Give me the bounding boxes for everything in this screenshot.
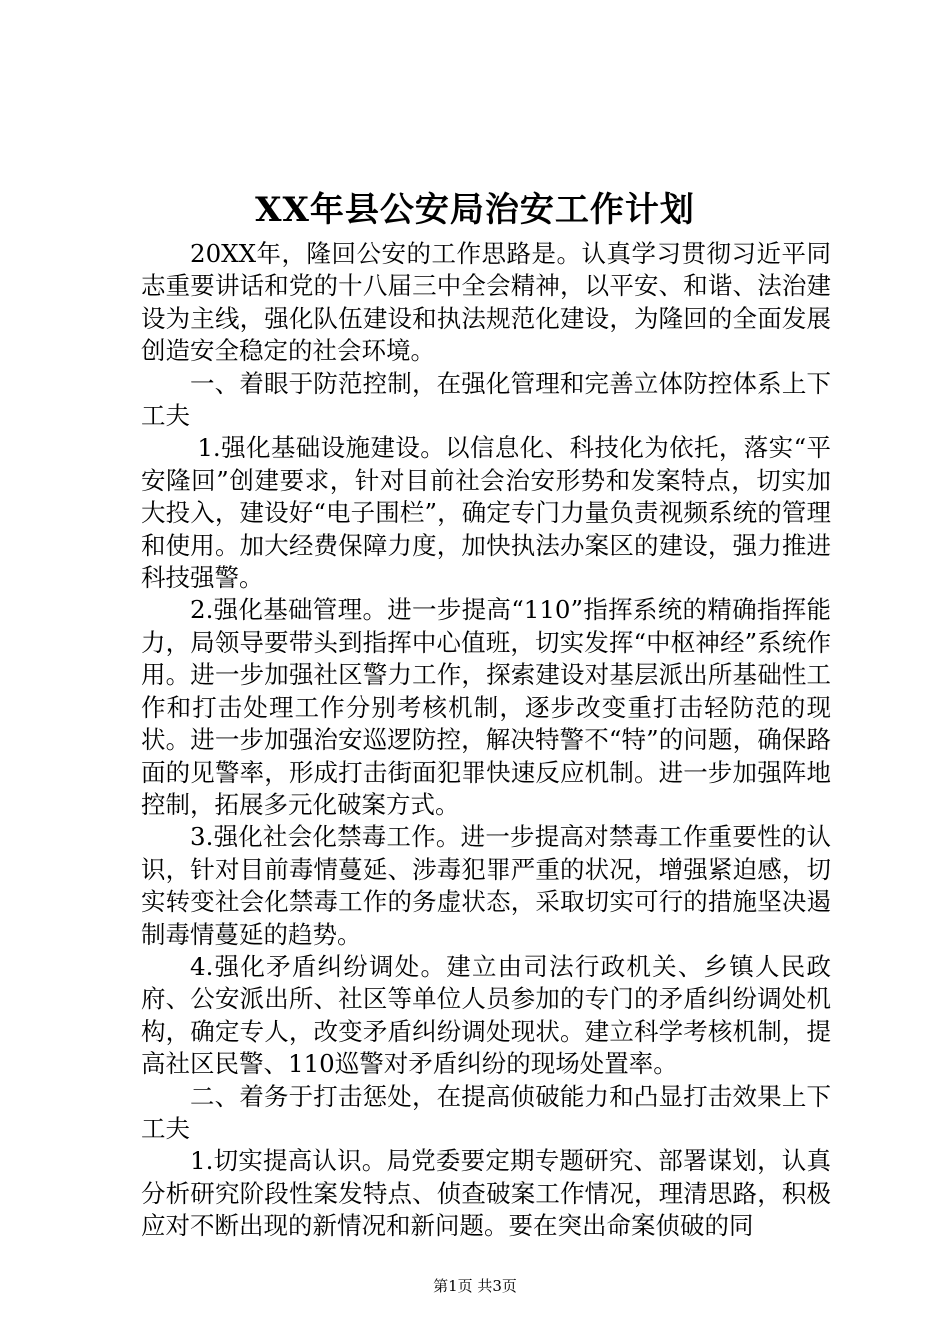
document-body — [141, 238, 831, 1243]
section-heading-1: 一、着眼于防范控制，在强化管理和完善立体防控体系上下工夫 — [141, 368, 831, 431]
page-number-footer: 第1页 共3页 — [433, 1277, 517, 1295]
section-2-item-1: 1.切实提高认识。局党委要定期专题研究、部署谋划，认真分析研究阶段性案发特点、侦查破案工作情况，理清思路，积极应对不断出现的新情况和新问题。要在突出命案侦破的同 — [141, 1146, 831, 1241]
section-1-item-1: 1.强化基础设施建设。以信息化、科技化为依托，落实“平安隆回”创建要求，针对目前社会治安形势和发案特点，切实加大投入，建设好“电子围栏”，确定专门力量负责视频系统的管理和使用。加大经费保障力度，加快执法办案区的建设，强力推进科技强警。 — [141, 433, 831, 593]
section-heading-2: 二、着务于打击惩处，在提高侦破能力和凸显打击效果上下工夫 — [141, 1081, 831, 1143]
section-1-item-4: 4.强化矛盾纠纷调处。建立由司法行政机关、乡镇人民政府、公安派出所、社区等单位人员参加的专门的矛盾纠纷调处机构，确定专人，改变矛盾纠纷调处现状。建立科学考核机制，提高社区民警、110巡警对矛盾纠纷的现场处置率。 — [141, 951, 831, 1079]
intro-paragraph: 20XX年，隆回公安的工作思路是。认真学习贯彻习近平同志重要讲话和党的十八届三中全会精神，以平安、和谐、法治建设为主线，强化队伍建设和执法规范化建设，为隆回的全面发展创造安全稳定的社会环境。 — [141, 239, 831, 366]
section-1-item-2: 2.强化基础管理。进一步提高“110”指挥系统的精确指挥能力，局领导要带头到指挥中心值班，切实发挥“中枢神经”系统作用。进一步加强社区警力工作，探索建设对基层派出所基础性工作和打击处理工作分别考核机制，逐步改变重打击轻防范的现状。进一步加强治安巡逻防控，解决特警不“特”的问题，确保路面的见警率，形成打击街面犯罪快速反应机制。进一步加强阵地控制，拓展多元化破案方式。 — [141, 595, 831, 819]
document-title: XX年县公安局治安工作计划 — [255, 190, 695, 230]
section-1-item-3: 3.强化社会化禁毒工作。进一步提高对禁毒工作重要性的认识，针对目前毒情蔓延、涉毒犯罪严重的状况，增强紧迫感，切实转变社会化禁毒工作的务虚状态，采取切实可行的措施坚决遏制毒情蔓延的趋势。 — [141, 822, 831, 949]
